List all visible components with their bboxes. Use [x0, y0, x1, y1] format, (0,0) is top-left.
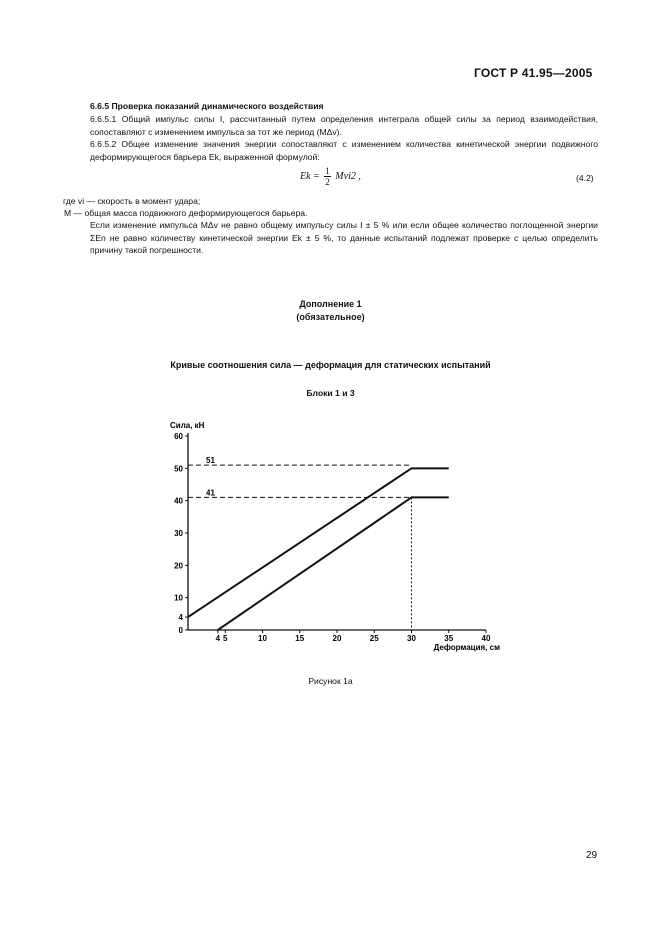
series-line-upper: [188, 468, 449, 617]
document-number: ГОСТ Р 41.95—2005: [474, 66, 593, 80]
figure-caption: Рисунок 1a: [308, 676, 353, 686]
x-tick-label: 30: [407, 634, 416, 643]
formula-right: Mvi2 ,: [335, 170, 361, 182]
formula-fraction: [324, 166, 331, 187]
x-tick-label: 35: [444, 634, 454, 643]
where-line-2: M — общая масса подвижного деформирующегося барьера.: [64, 208, 308, 218]
x-tick-label: 20: [332, 634, 342, 643]
x-tick-label: 4: [215, 634, 221, 643]
page-number: 29: [586, 850, 598, 861]
paragraph-6651: 6.6.5.1 Общий импульс силы I, рассчитанный путем определения интеграла общей силы за период взаимодействия, сопоставляют с изменением импульса за тот же период (MΔv).: [90, 114, 598, 137]
paragraph-check: Если изменение импульса MΔv не равно общему импульсу силы I ± 5 % или если общее количество поглощенной энергии ΣEn не равно количеству кинетической энергии Ek ± 5 %, то данные испытаний подлежат проверке с целью определить причину такой погрешности.: [90, 220, 598, 256]
y-tick-label: 20: [174, 561, 183, 571]
y-axis-label: Сила, кН: [170, 421, 205, 430]
reference-label-51: 51: [206, 456, 215, 466]
y-tick-label: 30: [174, 529, 183, 538]
force-deformation-chart: [150, 415, 510, 660]
appendix-title: Дополнение 1: [299, 299, 362, 309]
blocks-label: Блоки 1 и 3: [306, 388, 355, 398]
x-tick-label: 5: [223, 634, 228, 643]
x-tick-label: 10: [258, 634, 267, 643]
formula-denominator: 2: [325, 177, 330, 187]
formula-numerator: 1: [325, 166, 330, 176]
equation-number: (4.2): [576, 173, 594, 183]
x-axis-label: Деформация, см: [433, 643, 500, 652]
y-tick-label: 50: [174, 464, 183, 474]
paragraph-6652: 6.6.5.2 Общее изменение значения энергии сопоставляют с изменением количества кинетической энергии подвижного деформирующегося барьера Ek, выраженной формулой:: [90, 139, 598, 162]
reference-label-41: 41: [206, 488, 215, 498]
y-tick-label: 10: [174, 593, 183, 603]
y-tick-label: 0: [178, 626, 183, 635]
y-tick-label: 4: [178, 613, 183, 623]
y-tick-label: 60: [174, 432, 183, 441]
y-tick-label: 40: [174, 496, 183, 506]
series-line-lower: [218, 497, 449, 630]
formula-left: Ek =: [300, 170, 320, 182]
formula-4-2: [300, 166, 361, 187]
x-tick-label: 40: [481, 634, 491, 643]
x-tick-label: 25: [369, 634, 379, 643]
appendix-heading: Кривые соотношения сила — деформация для статических испытаний: [170, 360, 491, 370]
appendix-subtitle: (обязательное): [296, 312, 365, 322]
section-heading: 6.6.5 Проверка показаний динамического воздействия: [90, 101, 324, 111]
x-tick-label: 15: [295, 634, 305, 643]
where-line-1: где vi — скорость в момент удара;: [63, 196, 201, 206]
